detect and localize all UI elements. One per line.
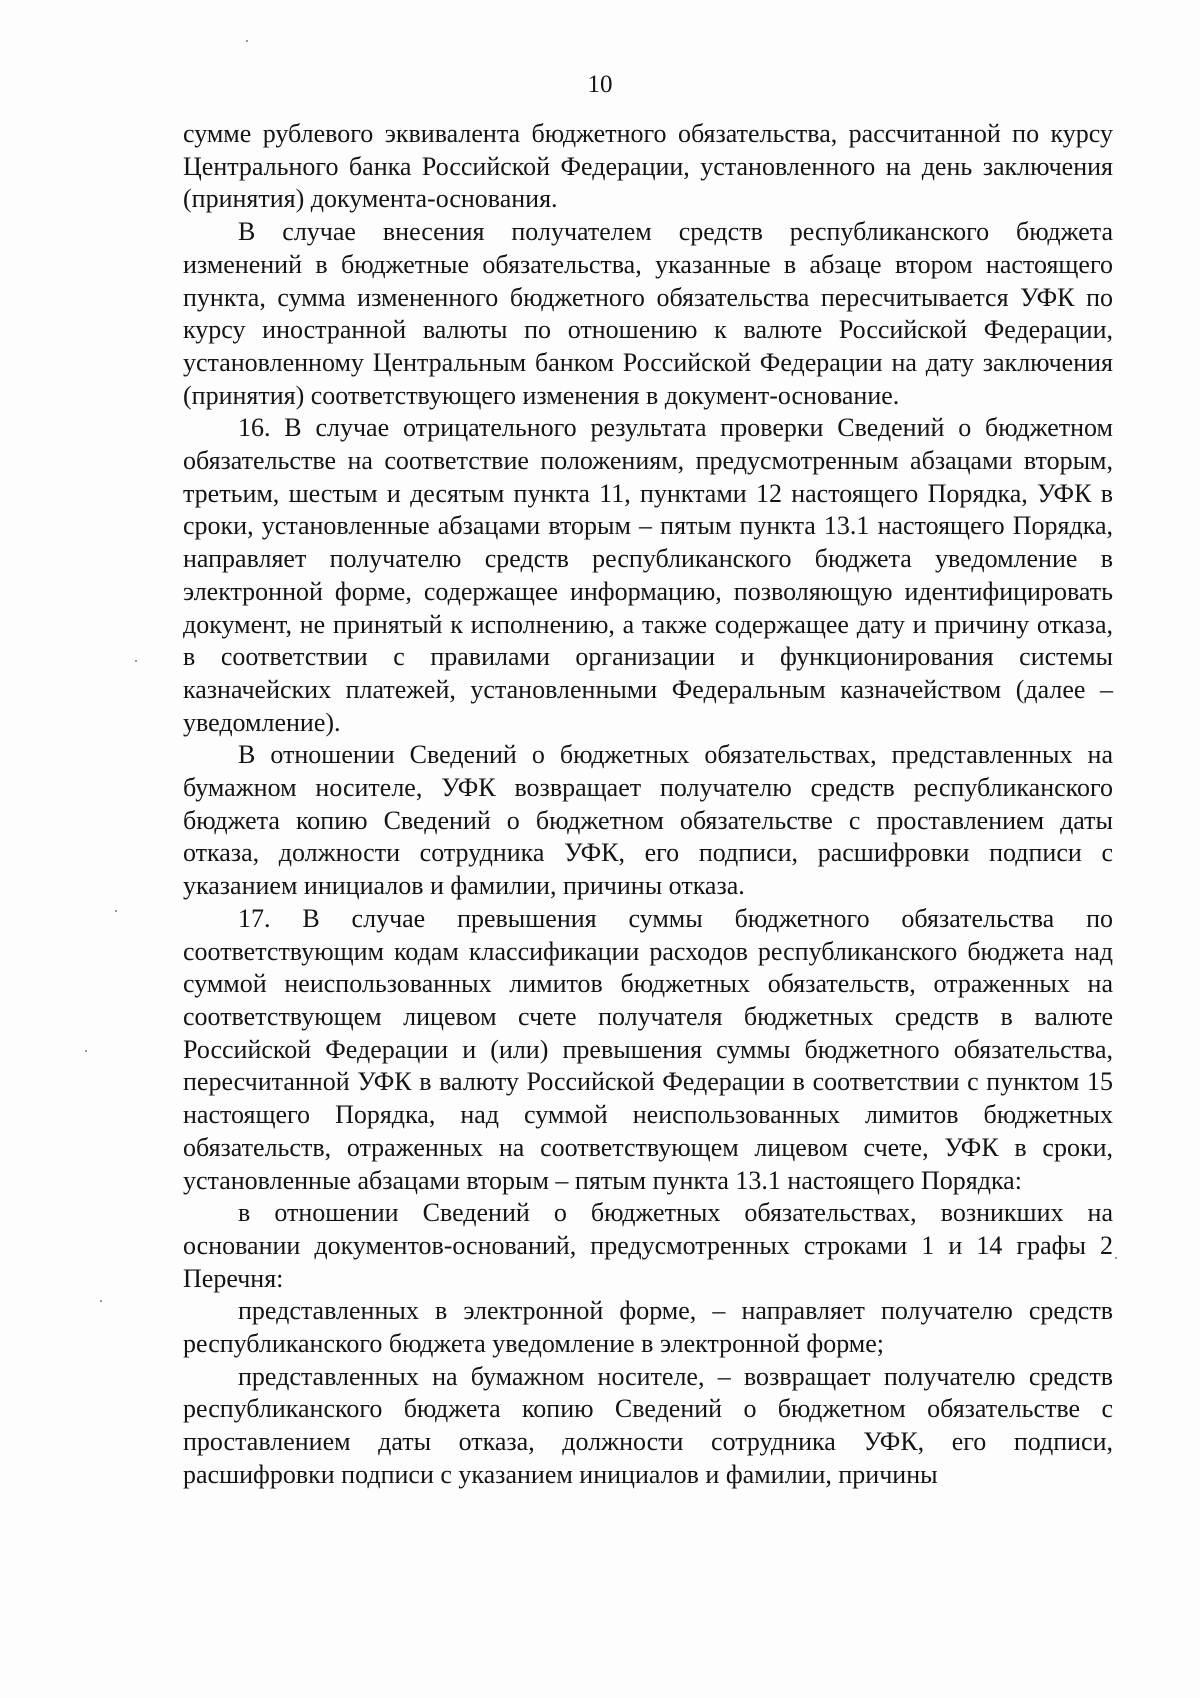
scan-speck (1115, 1257, 1117, 1259)
paragraph: сумме рублевого эквивалента бюджетного обязательства, рассчитанной по курсу Центрального банка Российской Федерации, установленного на день заключения (принятия) документа-основания. (183, 119, 1113, 214)
paragraph: представленных на бумажном носителе, – возвращает получателю средств республиканского бюджета копию Сведений о бюджетном обязательстве с проставлением даты отказа, должности сотрудника УФК, его подписи, расшифровки подписи с указанием инициалов и фамилии, причины (183, 1361, 1113, 1489)
scan-speck (85, 1050, 87, 1052)
paragraph: В отношении Сведений о бюджетных обязательствах, представленных на бумажном носителе, УФК возвращает получателю средств республиканского бюджета копию Сведений о бюджетном обязательстве с проставлением даты отказа, должности сотрудника УФК, его подписи, расшифровки подписи с указанием инициалов и фамилии, причины отказа. (183, 740, 1113, 901)
scan-speck (135, 660, 137, 662)
paragraph: в отношении Сведений о бюджетных обязательствах, возникших на основании документов-оснований, предусмотренных строками 1 и 14 графы 2 Перечня: (183, 1198, 1113, 1293)
page-number: 10 (587, 71, 613, 98)
scan-speck (100, 1300, 102, 1302)
paragraph-item-17: 17. В случае превышения суммы бюджетного обязательства по соответствующим кодам классификации расходов республиканского бюджета над суммой неиспользованных лимитов бюджетных обязательств, отраженных на соответствующем лицевом счете получателя бюджетных средств в валюте Российской Федерации и (или) превышения суммы бюджетного обязательства, пересчитанной УФК в валюту Российской Федерации в соответствии с пунктом 15 настоящего Порядка, над суммой неиспользованных лимитов бюджетных обязательств, отраженных на соответствующем лицевом счете, УФК в сроки, установленные абзацами вторым – пятым пункта 13.1 настоящего Порядка: (183, 903, 1113, 1195)
paragraph: представленных в электронной форме, – направляет получателю средств республиканского бюджета уведомление в электронной форме; (183, 1296, 1113, 1359)
document-body (183, 118, 1113, 1492)
scan-speck (246, 40, 248, 42)
paragraph: В случае внесения получателем средств республиканского бюджета изменений в бюджетные обязательства, указанные в абзаце втором настоящего пункта, сумма измененного бюджетного обязательства пересчитывается УФК по курсу иностранной валюты по отношению к валюте Российской Федерации, установленному Центральным банком Российской Федерации на дату заключения (принятия) соответствующего изменения в документ-основание. (183, 217, 1113, 410)
paragraph-item-16: 16. В случае отрицательного результата проверки Сведений о бюджетном обязательстве на соответствие положениям, предусмотренным абзацами вторым, третьим, шестым и десятым пункта 11, пунктами 12 настоящего Порядка, УФК в сроки, установленные абзацами вторым – пятым пункта 13.1 настоящего Порядка, направляет получателю средств республиканского бюджета уведомление в электронной форме, содержащее информацию, позволяющую идентифицировать документ, не принятый к исполнению, а также содержащее дату и причину отказа, в соответствии с правилами организации и функционирования системы казначейских платежей, установленными Федеральным казначейством (далее – уведомление). (183, 413, 1113, 737)
scan-speck (115, 910, 117, 912)
